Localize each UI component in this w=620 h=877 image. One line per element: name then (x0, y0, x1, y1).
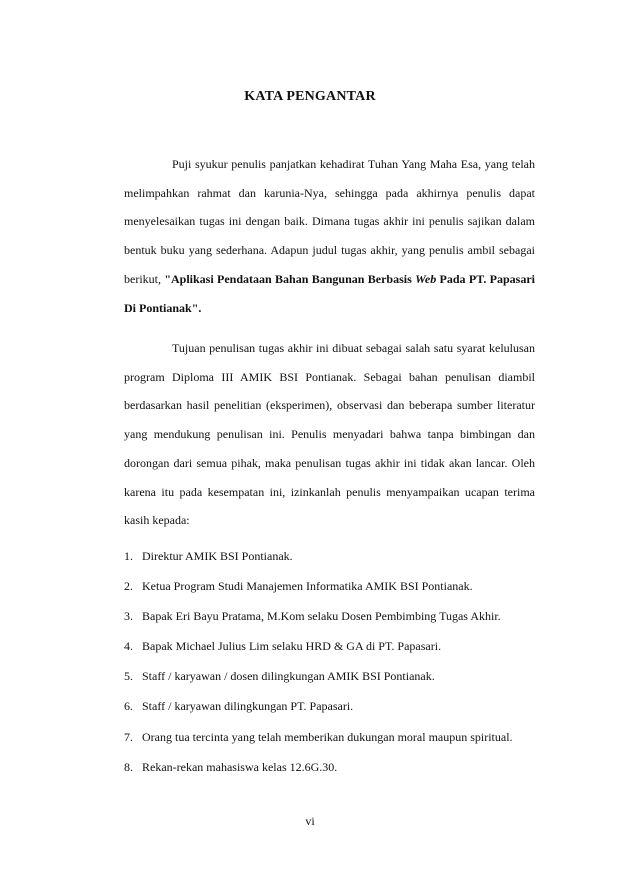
list-item-text: Staff / karyawan dilingkungan PT. Papasari. (142, 699, 354, 714)
list-item-text: Bapak Michael Julius Lim selaku HRD & GA di PT. Papasari. (142, 639, 442, 654)
list-item (124, 636, 544, 666)
list-item-number: 2. (124, 579, 133, 594)
list-item (124, 666, 544, 696)
paragraph-intro-text: Puji syukur penulis panjatkan kehadirat Tuhan Yang Maha Esa, yang telah melimpahkan rahmat dan karunia-Nya, sehingga pada akhirnya penulis dapat menyelesaikan tugas ini dengan baik. Dimana tugas akhir ini penulis sajikan dalam bentuk buku yang sederhana. Adapun judul tugas akhir, yang penulis ambil sebagai berikut, (124, 157, 535, 286)
thesis-title-part2: Pada PT. Papasari Di Pontianak (124, 271, 535, 315)
list-item-text: Ketua Program Studi Manajemen Informatika AMIK BSI Pontianak. (142, 579, 473, 594)
list-item-text: Orang tua tercinta yang telah memberikan dukungan moral maupun spiritual. (142, 729, 513, 744)
list-item-number: 8. (124, 759, 133, 774)
page-number: vi (305, 814, 315, 828)
list-item (124, 696, 544, 726)
quote-open: " (164, 271, 171, 286)
thesis-title (124, 272, 535, 315)
list-item-number: 1. (124, 549, 133, 563)
list-item (124, 606, 544, 636)
list-item-number: 5. (124, 669, 133, 684)
list-item-text: Rekan-rekan mahasiswa kelas 12.6G.30. (142, 759, 338, 774)
list-item-text: Bapak Eri Bayu Pratama, M.Kom selaku Dosen Pembimbing Tugas Akhir. (142, 609, 501, 624)
thesis-title-italic: Web (415, 271, 437, 286)
page-title: KATA PENGANTAR (244, 89, 376, 104)
list-item (124, 727, 544, 757)
list-item (124, 546, 544, 576)
list-item-number: 3. (124, 609, 133, 624)
list-item (124, 576, 544, 606)
list-item-number: 6. (124, 699, 133, 714)
list-item-text: Staff / karyawan / dosen dilingkungan AMIK BSI Pontianak. (142, 669, 435, 684)
paragraph-purpose: Tujuan penulisan tugas akhir ini dibuat sebagai salah satu syarat kelulusan program Diploma III AMIK BSI Pontianak. Sebagai bahan penulisan diambil berdasarkan hasil penelitian (eksperimen), observasi dan beberapa sumber literatur yang mendukung penulisan ini. Penulis menyadari bahwa tanpa bimbingan dan dorongan dari semua pihak, maka penulisan tugas akhir ini tidak akan lancar. Oleh karena itu pada kesempatan ini, izinkanlah penulis menyampaikan ucapan terima kasih kepada: (124, 341, 535, 528)
list-item-text: Direktur AMIK BSI Pontianak. (142, 549, 293, 563)
thesis-title-part1: Aplikasi Pendataan Bahan Bangunan Berbasis (171, 271, 416, 286)
list-item-number: 7. (124, 729, 133, 744)
list-item-number: 4. (124, 639, 133, 654)
thanks-list (124, 546, 544, 787)
paragraph-intro (124, 150, 535, 322)
quote-close: ". (191, 300, 202, 315)
list-item (124, 757, 544, 787)
